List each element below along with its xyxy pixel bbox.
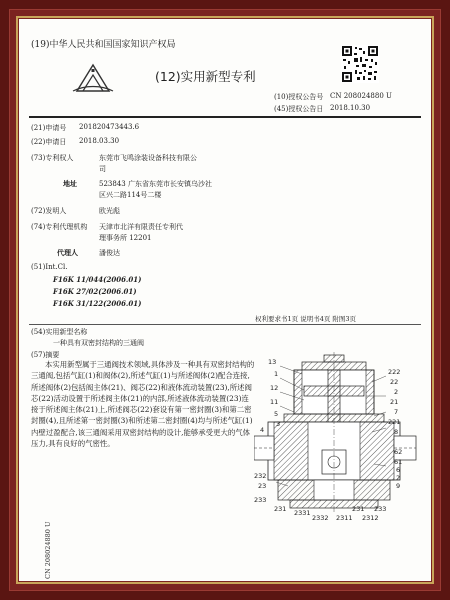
qr-code	[341, 45, 379, 83]
fig-label: 62	[394, 448, 403, 456]
fig-label: 13	[268, 358, 277, 366]
fig-label: 231	[352, 505, 365, 513]
fig-label: 232	[254, 472, 267, 480]
abstract-label: (57)摘要	[31, 351, 60, 359]
cnipa-logo-icon	[71, 61, 115, 97]
fig-label: 8	[394, 428, 399, 436]
inventor-label: (72)发明人	[31, 207, 67, 215]
header-rule	[29, 116, 421, 118]
address-line2: 区兴二路114号二楼	[99, 191, 162, 199]
valve-drawing	[254, 352, 426, 522]
fig-label: 2	[396, 474, 401, 482]
qr-icon	[341, 45, 379, 83]
ipc-class: F16K 27/02(2006.01)	[53, 287, 137, 296]
fig-label: 221	[388, 418, 401, 426]
pub-date-label: (45)授权公告日	[274, 105, 324, 113]
title-label: (54)实用新型名称	[31, 328, 88, 336]
fig-label: 5	[274, 410, 279, 418]
fig-label: 222	[388, 368, 401, 376]
agency-line1: 天津市北洋有限责任专利代	[99, 223, 183, 231]
address-label: 地址	[63, 179, 77, 188]
fig-label: 11	[270, 398, 279, 406]
patent-page	[19, 19, 431, 581]
pub-no: CN 208024880 U	[330, 92, 392, 100]
fig-label: 1	[274, 370, 279, 378]
section-rule	[29, 324, 421, 325]
app-no: 201820473443.6	[79, 123, 140, 131]
fig-label: 9	[396, 482, 401, 490]
fig-label: 231	[274, 505, 287, 513]
fig-label: 61	[394, 458, 403, 466]
fig-label: 233	[374, 505, 387, 513]
fig-label: 12	[270, 384, 279, 392]
agent: 潘俊达	[99, 249, 120, 257]
fig-label: 22	[390, 378, 399, 386]
ipc-label: (51)Int.Cl.	[31, 263, 68, 271]
app-no-label: (21)申请号	[31, 124, 67, 132]
fig-label: 6	[396, 466, 401, 474]
owner-label: (73)专利权人	[31, 154, 74, 162]
fig-label: 2331	[294, 509, 311, 517]
address-line1: 523843 广东省东莞市长安镇乌沙社	[99, 180, 212, 188]
fig-label: 2312	[362, 514, 379, 522]
ipc-class: F16K 11/044(2006.01)	[53, 275, 142, 284]
fig-label: 23	[258, 482, 267, 490]
owner-line2: 司	[99, 165, 106, 173]
fig-label: 2311	[336, 514, 353, 522]
app-date-label: (22)申请日	[31, 138, 67, 146]
page-counts: 权利要求书1页 说明书4页 附图3页	[255, 315, 357, 323]
fig-label: 7	[394, 408, 399, 416]
pub-no-label: (10)授权公告号	[274, 93, 324, 101]
agency-line2: 理事务所 12201	[99, 234, 152, 242]
office-name: (19)中华人民共和国国家知识产权局	[31, 40, 176, 50]
fig-label: 2332	[312, 514, 329, 522]
fig-label: 21	[390, 398, 399, 406]
pub-date: 2018.10.30	[330, 104, 371, 112]
fig-label: 4	[260, 426, 265, 434]
agency-label: (74)专利代理机构	[31, 223, 88, 231]
app-date: 2018.03.30	[79, 137, 120, 145]
ipc-class: F16K 31/122(2006.01)	[53, 299, 142, 308]
inventor: 欧光彪	[99, 207, 120, 215]
fig-label: 233	[254, 496, 267, 504]
fig-label: 2	[394, 388, 399, 396]
fig-label: 3	[276, 420, 281, 428]
document-type: (12)实用新型专利	[155, 69, 256, 84]
agent-label: 代理人	[57, 248, 78, 257]
abstract-text: 本实用新型属于三通阀技术领域,具体涉及一种具有双密封结构的三通阀,包括气缸(1)和阀体(2),所述气缸(1)与所述阀体(2)配合连接,所述阀体(2)包括阀主体(21)、阀芯(22)和液体流动装置(23),所述阀芯(22)活动设置于所述阀主体(21)的内部,所述液体流动装置(23)连接于所述阀主体(21)上,所述阀芯(22)套设有第一密封圈(3)和第二密封圈(4),且所述第一密封圈(3)和所述第二密封圈(4)均与所述气缸(1)内壁过盈配合,该三通阀采用双密封结构的设计,能够承受更大的气体压力,具有良好的气密性。	[31, 360, 255, 449]
side-pub-no: CN 208024880 U	[44, 521, 52, 579]
owner-line1: 东莞市飞鸣涂装设备科技有限公	[99, 154, 197, 162]
utility-title: 一种具有双密封结构的三通阀	[53, 339, 144, 347]
